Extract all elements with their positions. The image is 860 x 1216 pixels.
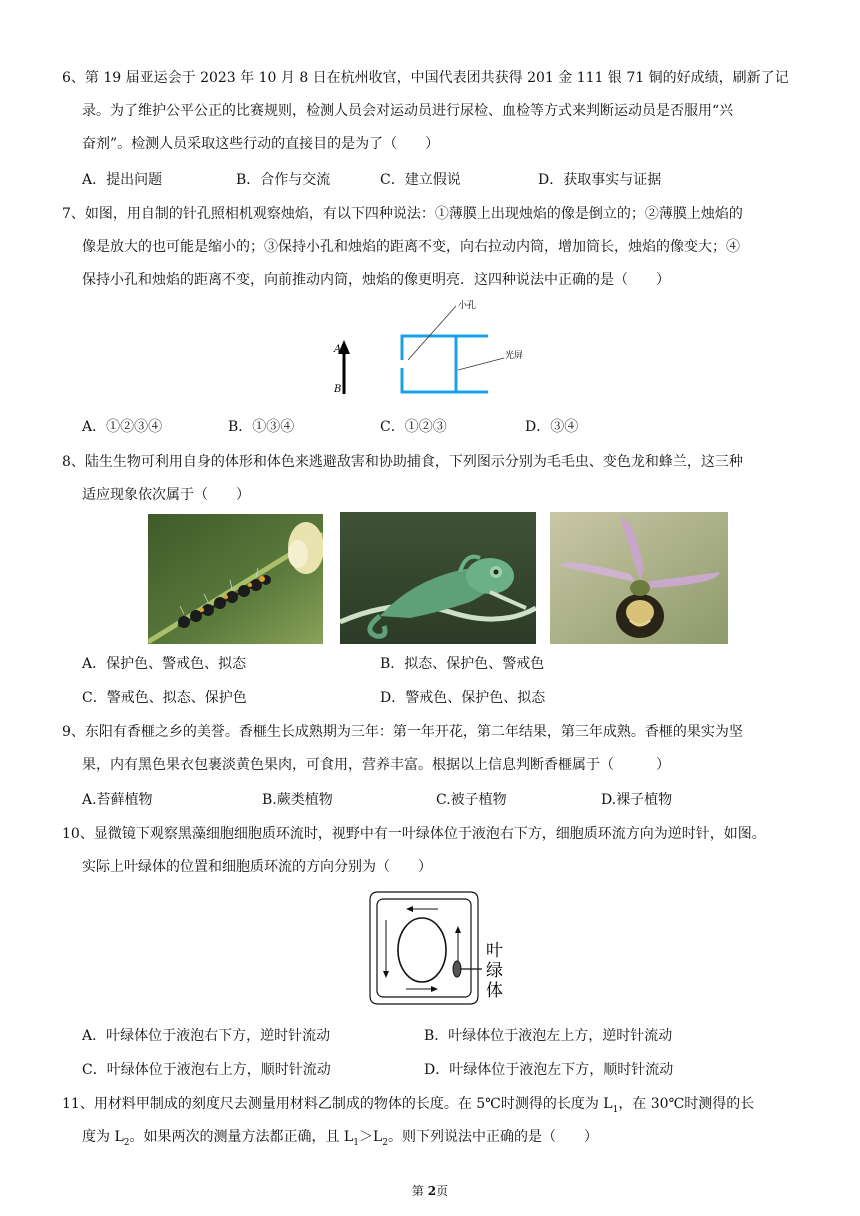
outer-tube-bottom: [402, 368, 488, 392]
q11-line-2: 度为 $L_2$。如果两次的测量方法都正确，且 $L_1>L_2$。则下列说法中正确的是（ ）: [82, 1129, 598, 1148]
chloroplast-label-2: 绿: [486, 961, 503, 981]
q7-line-2: 像是放大的也可能是缩小的；③保持小孔和烛焰的距离不变，向右拉动内筒，增加筒长，烛焰的像变大；④: [82, 239, 740, 255]
q9-option-c: C.被子植物: [436, 792, 507, 808]
q7-option-d: D．③④: [525, 419, 579, 435]
q7-option-a: A．①②③④: [82, 419, 163, 435]
q6-line-3: 奋剂”。检测人员采取这些行动的直接目的是为了（ ）: [82, 136, 440, 152]
q8-line-1: 8、陆生生物可利用自身的体形和体色来逃避敌害和协助捕食，下列图示分别为毛毛虫、变色龙和蜂兰，这三种: [62, 454, 743, 470]
q9-option-d: D.裸子植物: [601, 792, 673, 808]
q8-option-d: D．警戒色、保护色、拟态: [380, 690, 546, 706]
q9-option-a: A.苔藓植物: [82, 792, 153, 808]
q10-line-1: 10、显微镜下观察黑藻细胞细胞质环流时，视野中有一叶绿体位于液泡右下方，细胞质环流方向为逆时针，如图。: [62, 826, 766, 842]
q7-option-b: B．①③④: [228, 419, 295, 435]
chloroplast-label-1: 叶: [486, 941, 503, 961]
q10-line-2: 实际上叶绿体的位置和细胞质环流的方向分别为（ ）: [82, 859, 432, 875]
pinhole-camera-diagram: [328, 298, 528, 404]
q8-option-b: B．拟态、保护色、警戒色: [380, 656, 545, 672]
hole-label: 小孔: [458, 301, 477, 311]
q8-option-a: A．保护色、警戒色、拟态: [82, 656, 247, 672]
arrow-label-b: B: [334, 384, 342, 395]
q9-line-1: 9、东阳有香榧之乡的美誉。香榧生长成熟期为三年：第一年开花，第二年结果，第三年成熟。香榧的果实为坚: [62, 724, 743, 740]
chameleon-photo: [340, 512, 536, 644]
cell-diagram: [368, 890, 514, 1006]
q6-line-1: 6、第 19 届亚运会于 2023 年 10 月 8 日在杭州收官，中国代表团共获得 201 金 111 银 71 铜的好成绩，刷新了记: [62, 70, 789, 86]
caterpillar-photo: [148, 514, 323, 644]
q6-option-d: D．获取事实与证据: [538, 172, 662, 188]
chloroplast-label-3: 体: [486, 981, 503, 1001]
page-number: 第 2页: [411, 1184, 449, 1198]
q6-option-c: C．建立假说: [380, 172, 461, 188]
q8-option-c: C．警戒色、拟态、保护色: [82, 690, 247, 706]
arrow-label-a: A: [334, 344, 342, 355]
q7-option-c: C．①②③: [380, 419, 447, 435]
hole-leader: [408, 306, 456, 360]
bee-orchid-photo: [550, 512, 728, 644]
q10-option-a: A．叶绿体位于液泡右下方，逆时针流动: [82, 1028, 331, 1044]
q9-option-b: B.蕨类植物: [262, 792, 333, 808]
q6-line-2: 录。为了维护公平公正的比赛规则，检测人员会对运动员进行尿检、血检等方式来判断运动员是否服用“兴: [82, 103, 734, 119]
screen-label: 光屏: [505, 351, 524, 361]
q9-line-2: 果，内有黑色果衣包裹淡黄色果肉，可食用，营养丰富。根据以上信息判断香榧属于（ ）: [82, 757, 670, 773]
screen-leader: [458, 358, 504, 370]
q6-option-b: B．合作与交流: [236, 172, 331, 188]
outer-tube-top: [402, 336, 488, 360]
q8-line-2: 适应现象依次属于（ ）: [82, 487, 250, 503]
q10-option-c: C．叶绿体位于液泡右上方，顺时针流动: [82, 1062, 331, 1078]
q10-option-d: D．叶绿体位于液泡左下方，顺时针流动: [424, 1062, 674, 1078]
q7-line-1: 7、如图，用自制的针孔照相机观察烛焰，有以下四种说法：①薄膜上出现烛焰的像是倒立的；②薄膜上烛焰的: [62, 206, 743, 222]
vacuole: [398, 918, 446, 982]
q7-line-3: 保持小孔和烛焰的距离不变，向前推动内筒，烛焰的像更明亮．这四种说法中正确的是（ ）: [82, 272, 670, 288]
chloroplast: [453, 961, 461, 977]
q11-line-1: 11、用材料甲制成的刻度尺去测量用材料乙制成的物体的长度。在 5℃时测得的长度为 $L_1$，在 30℃时测得的长: [62, 1096, 755, 1115]
q6-option-a: A．提出问题: [82, 172, 163, 188]
q10-option-b: B．叶绿体位于液泡左上方，逆时针流动: [424, 1028, 673, 1044]
